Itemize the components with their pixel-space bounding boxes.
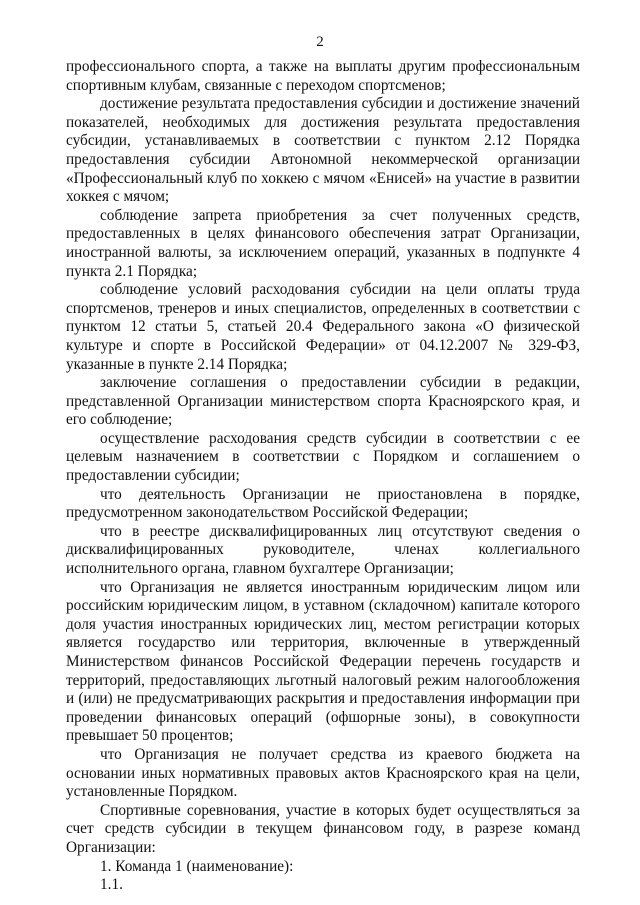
paragraph-target-use: осуществление расходования средств субсидии в соответствии с ее целевым назначением в соответствии с Порядком и соглашением о предоставлении субсидии; [66, 429, 580, 485]
paragraph-result-achievement: достижение результата предоставления субсидии и достижение значений показателей, необходимых для достижения результата предоставления субсидии, устанавливаемых в соответствии с пунктом 2.12 Порядка предоставления субсидии Автономной некоммерческой организации «Профессиональный клуб по хоккею с мячом «Енисей» на участие в развитии хоккея с мячом; [66, 95, 580, 206]
paragraph-no-other-funds: что Организация не получает средства из краевого бюджета на основании иных нормативных правовых актов Красноярского края на цели, установленные Порядком. [66, 745, 580, 801]
list-item-1-1: 1.1. [100, 876, 123, 894]
paragraph-foreign-entity: что Организация не является иностранным юридическим лицом или российским юридическим лицом, в уставном (складочном) капитале которого доля участия иностранных юридических лиц, местом регистрации которых является государство или территория, включенные в утвержденный Министерством финансов Российской Федерации перечень государств и территорий, предоставляющих льготный налоговый режим налогообложения и (или) не предусматривающих раскрытия и предоставления информации при проведении финансовых операций (офшорные зоны), в совокупности превышает 50 процентов; [66, 578, 580, 745]
document-body [66, 58, 580, 895]
page-number: 2 [316, 34, 324, 50]
paragraph-competitions: Спортивные соревнования, участие в которых будет осуществляться за счет средств субсидии в текущем финансовом году, в разрезе команд Организации: [66, 801, 580, 856]
paragraph-continuation: профессионального спорта, а также на выплаты другим профессиональным спортивным клубам, связанные с переходом спортсменов; [66, 58, 580, 94]
paragraph-salary-conditions: соблюдение условий расходования субсидии на цели оплаты труда спортсменов, тренеров и иных специалистов, определенных в соответствии с пунктом 12 статьи 5, статьей 20.4 Федерального закона «О физической культуре и спорте в Российской Федерации» от 04.12.2007 № 329-ФЗ, указанные в пункте 2.14 Порядка; [66, 281, 580, 373]
paragraph-currency-ban: соблюдение запрета приобретения за счет полученных средств, предоставленных в целях финансового обеспечения затрат Организации, иностранной валюты, за исключением операций, указанных в подпункте 4 пункта 2.1 Порядка; [66, 206, 580, 280]
paragraph-not-suspended: что деятельность Организации не приостановлена в порядке, предусмотренном законодательством Российской Федерации; [66, 485, 580, 522]
paragraph-agreement: заключение соглашения о предоставлении субсидии в редакции, представленной Организации министерством спорта Красноярского края, и его соблюдение; [66, 374, 580, 429]
list-item-team-1: 1. Команда 1 (наименование): [100, 857, 294, 875]
paragraph-disqualified-registry: что в реестре дисквалифицированных лиц отсутствуют сведения о дисквалифицированных руководителе, членах коллегиального исполнительного органа, главном бухгалтере Организации; [66, 522, 580, 578]
